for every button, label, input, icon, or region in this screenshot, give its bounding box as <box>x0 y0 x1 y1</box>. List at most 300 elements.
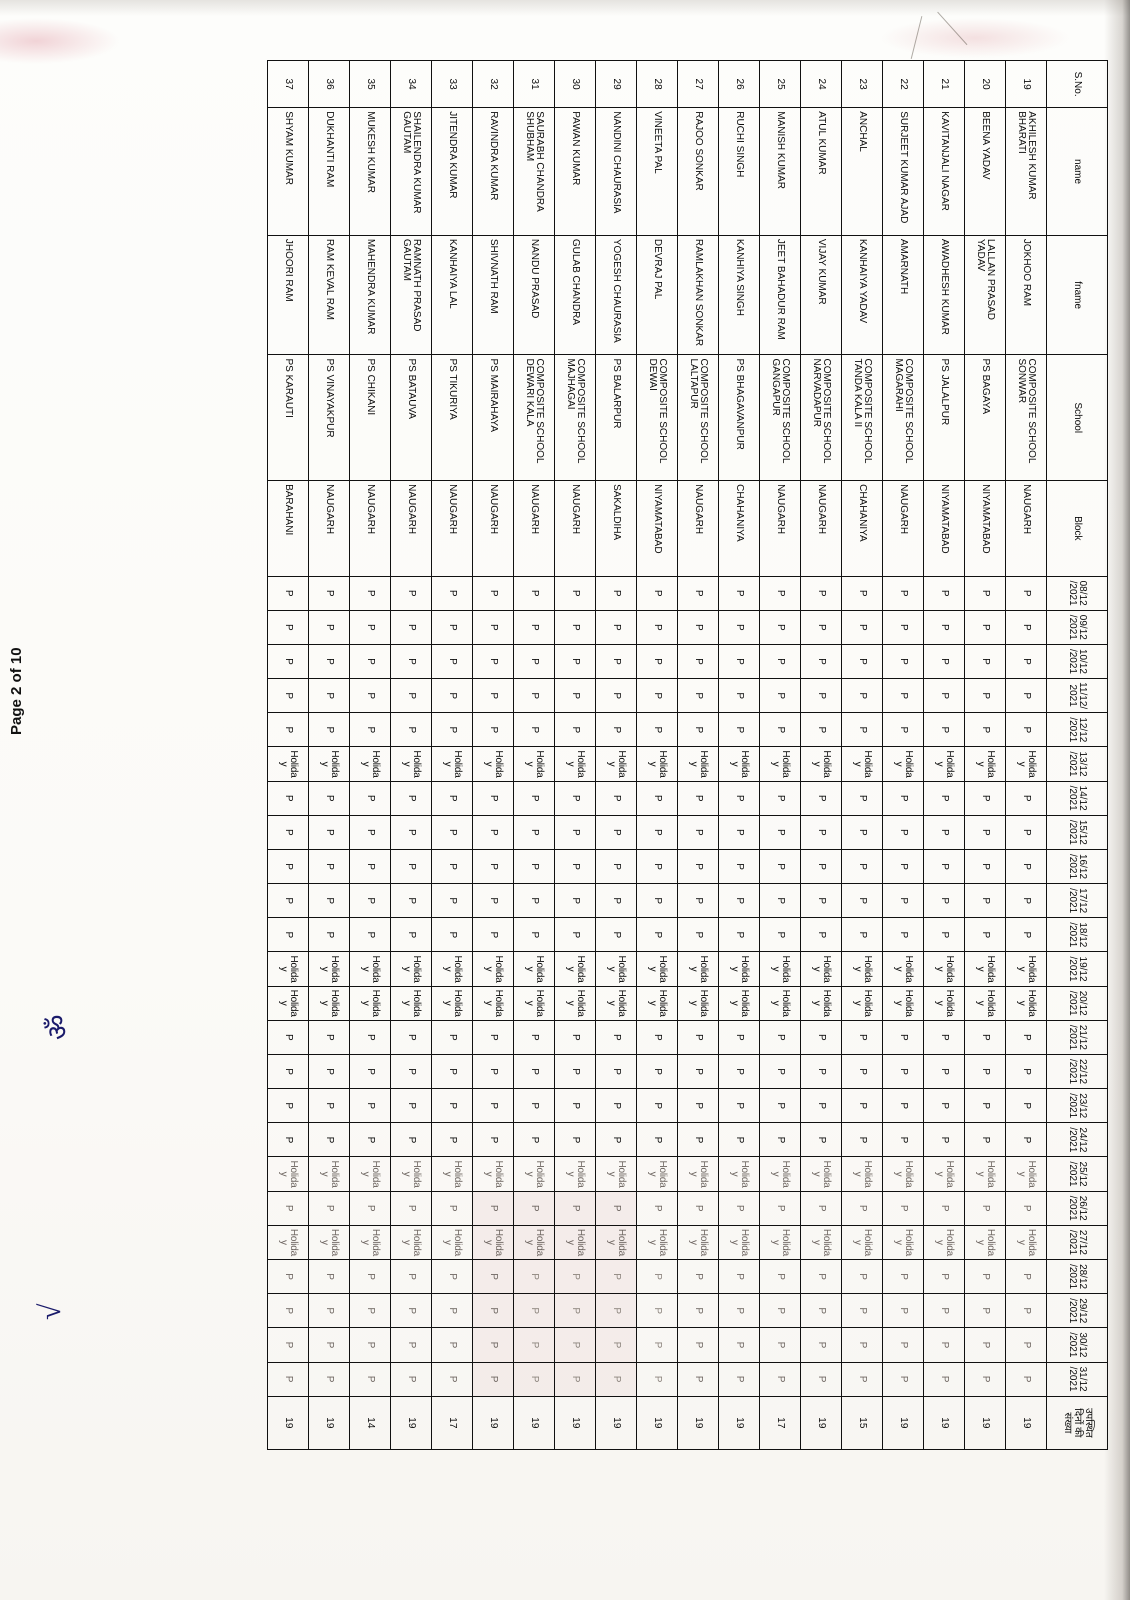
cell-total-days: 19 <box>514 1396 555 1449</box>
cell-attendance-2: P <box>637 610 678 644</box>
cell-attendance-13: Holiday <box>883 986 924 1020</box>
cell-name: SURJEET KUMAR AJAD <box>883 108 924 236</box>
cell-attendance-22: P <box>432 1294 473 1328</box>
cell-attendance-11: P <box>842 918 883 952</box>
table-row <box>309 61 350 1450</box>
cell-attendance-2: P <box>350 610 391 644</box>
cell-attendance-8: P <box>719 815 760 849</box>
cell-attendance-21: P <box>760 1260 801 1294</box>
cell-attendance-4: P <box>801 679 842 713</box>
cell-attendance-6: Holiday <box>924 747 965 781</box>
cell-attendance-20: Holiday <box>432 1225 473 1259</box>
cell-fname: RAMLAKHAN SONKAR <box>678 235 719 355</box>
cell-attendance-17: P <box>678 1123 719 1157</box>
cell-name: ANCHAL <box>842 108 883 236</box>
cell-fname: KANHIYA SINGH <box>719 235 760 355</box>
cell-attendance-22: P <box>842 1294 883 1328</box>
cell-attendance-9: P <box>514 849 555 883</box>
col-header-date-15: 22/12/2021 <box>1047 1054 1108 1088</box>
cell-attendance-4: P <box>268 679 309 713</box>
cell-block: NAUGARH <box>801 481 842 576</box>
cell-attendance-8: P <box>883 815 924 849</box>
cell-attendance-4: P <box>760 679 801 713</box>
cell-school: PS BAGAYA <box>965 355 1006 481</box>
page-footer-label: Page 2 of 10 <box>8 647 25 735</box>
cell-attendance-11: P <box>883 918 924 952</box>
cell-attendance-2: P <box>883 610 924 644</box>
cell-attendance-13: Holiday <box>719 986 760 1020</box>
cell-attendance-3: P <box>309 644 350 678</box>
cell-attendance-3: P <box>965 644 1006 678</box>
table-body <box>268 61 1047 1450</box>
cell-attendance-12: Holiday <box>309 952 350 986</box>
cell-attendance-1: P <box>965 576 1006 610</box>
cell-attendance-21: P <box>719 1260 760 1294</box>
cell-attendance-7: P <box>268 781 309 815</box>
cell-name: ATUL KUMAR <box>801 108 842 236</box>
cell-attendance-13: Holiday <box>965 986 1006 1020</box>
cell-attendance-10: P <box>924 884 965 918</box>
cell-attendance-4: P <box>965 679 1006 713</box>
cell-attendance-22: P <box>924 1294 965 1328</box>
cell-attendance-9: P <box>309 849 350 883</box>
cell-attendance-12: Holiday <box>555 952 596 986</box>
cell-attendance-6: Holiday <box>637 747 678 781</box>
cell-attendance-20: Holiday <box>842 1225 883 1259</box>
cell-attendance-14: P <box>842 1020 883 1054</box>
cell-school: PS BATAUVA <box>391 355 432 481</box>
cell-attendance-6: Holiday <box>678 747 719 781</box>
cell-attendance-22: P <box>555 1294 596 1328</box>
cell-attendance-17: P <box>391 1123 432 1157</box>
cell-attendance-18: Holiday <box>514 1157 555 1191</box>
cell-attendance-18: Holiday <box>555 1157 596 1191</box>
cell-attendance-24: P <box>473 1362 514 1396</box>
table-row <box>842 61 883 1450</box>
cell-attendance-15: P <box>678 1054 719 1088</box>
cell-attendance-1: P <box>268 576 309 610</box>
cell-name: PAWAN KUMAR <box>555 108 596 236</box>
cell-attendance-3: P <box>842 644 883 678</box>
cell-attendance-18: Holiday <box>309 1157 350 1191</box>
cell-attendance-3: P <box>350 644 391 678</box>
cell-fname: MAHENDRA KUMAR <box>350 235 391 355</box>
cell-attendance-21: P <box>268 1260 309 1294</box>
cell-attendance-15: P <box>883 1054 924 1088</box>
cell-attendance-22: P <box>391 1294 432 1328</box>
cell-block: NAUGARH <box>883 481 924 576</box>
cell-attendance-12: Holiday <box>719 952 760 986</box>
cell-attendance-10: P <box>1006 884 1047 918</box>
cell-attendance-17: P <box>924 1123 965 1157</box>
table-row <box>965 61 1006 1450</box>
table-row <box>514 61 555 1450</box>
col-header-date-6: 13/12/2021 <box>1047 747 1108 781</box>
cell-attendance-8: P <box>309 815 350 849</box>
col-header-school: School <box>1047 355 1108 481</box>
cell-attendance-9: P <box>596 849 637 883</box>
cell-attendance-11: P <box>596 918 637 952</box>
cell-attendance-22: P <box>637 1294 678 1328</box>
col-header-date-9: 16/12/2021 <box>1047 849 1108 883</box>
cell-attendance-6: Holiday <box>350 747 391 781</box>
cell-attendance-11: P <box>678 918 719 952</box>
cell-sno: 29 <box>596 61 637 108</box>
cell-attendance-8: P <box>555 815 596 849</box>
table-row <box>883 61 924 1450</box>
cell-attendance-24: P <box>719 1362 760 1396</box>
cell-attendance-8: P <box>760 815 801 849</box>
cell-fname: JOKHOO RAM <box>1006 235 1047 355</box>
cell-school: COMPOSITE SCHOOL DEWAI <box>637 355 678 481</box>
cell-name: KAVITANJALI NAGAR <box>924 108 965 236</box>
cell-attendance-7: P <box>391 781 432 815</box>
cell-block: NAUGARH <box>555 481 596 576</box>
cell-attendance-13: Holiday <box>391 986 432 1020</box>
cell-attendance-14: P <box>924 1020 965 1054</box>
cell-attendance-16: P <box>350 1089 391 1123</box>
cell-attendance-10: P <box>637 884 678 918</box>
cell-attendance-8: P <box>637 815 678 849</box>
cell-attendance-10: P <box>801 884 842 918</box>
cell-attendance-21: P <box>391 1260 432 1294</box>
cell-attendance-18: Holiday <box>801 1157 842 1191</box>
cell-attendance-14: P <box>473 1020 514 1054</box>
cell-attendance-11: P <box>514 918 555 952</box>
col-header-date-19: 26/12/2021 <box>1047 1191 1108 1225</box>
cell-attendance-2: P <box>473 610 514 644</box>
cell-attendance-20: Holiday <box>473 1225 514 1259</box>
cell-attendance-20: Holiday <box>760 1225 801 1259</box>
cell-attendance-10: P <box>965 884 1006 918</box>
cell-attendance-19: P <box>678 1191 719 1225</box>
table-row <box>1006 61 1047 1450</box>
col-header-date-24: 31/12/2021 <box>1047 1362 1108 1396</box>
cell-attendance-20: Holiday <box>350 1225 391 1259</box>
cell-attendance-24: P <box>883 1362 924 1396</box>
cell-attendance-22: P <box>801 1294 842 1328</box>
table-row <box>268 61 309 1450</box>
cell-attendance-12: Holiday <box>883 952 924 986</box>
cell-attendance-8: P <box>473 815 514 849</box>
cell-block: NAUGARH <box>432 481 473 576</box>
cell-attendance-1: P <box>678 576 719 610</box>
cell-attendance-1: P <box>350 576 391 610</box>
cell-attendance-4: P <box>350 679 391 713</box>
cell-fname: AMARNATH <box>883 235 924 355</box>
cell-attendance-23: P <box>432 1328 473 1362</box>
col-header-date-2: 09/12/2021 <box>1047 610 1108 644</box>
cell-attendance-13: Holiday <box>924 986 965 1020</box>
cell-attendance-16: P <box>1006 1089 1047 1123</box>
cell-attendance-1: P <box>924 576 965 610</box>
cell-attendance-21: P <box>514 1260 555 1294</box>
table-row <box>596 61 637 1450</box>
cell-attendance-12: Holiday <box>514 952 555 986</box>
cell-attendance-23: P <box>760 1328 801 1362</box>
cell-name: MANISH KUMAR <box>760 108 801 236</box>
cell-attendance-14: P <box>760 1020 801 1054</box>
table-row <box>924 61 965 1450</box>
cell-attendance-16: P <box>760 1089 801 1123</box>
cell-attendance-1: P <box>596 576 637 610</box>
cell-attendance-4: P <box>637 679 678 713</box>
cell-attendance-17: P <box>350 1123 391 1157</box>
cell-attendance-12: Holiday <box>432 952 473 986</box>
cell-attendance-21: P <box>350 1260 391 1294</box>
cell-sno: 31 <box>514 61 555 108</box>
cell-attendance-16: P <box>801 1089 842 1123</box>
cell-attendance-8: P <box>391 815 432 849</box>
cell-sno: 28 <box>637 61 678 108</box>
cell-attendance-11: P <box>268 918 309 952</box>
cell-attendance-12: Holiday <box>965 952 1006 986</box>
cell-attendance-12: Holiday <box>1006 952 1047 986</box>
cell-fname: GULAB CHANDRA <box>555 235 596 355</box>
cell-attendance-5: P <box>596 713 637 747</box>
cell-attendance-9: P <box>719 849 760 883</box>
cell-attendance-2: P <box>514 610 555 644</box>
cell-attendance-2: P <box>432 610 473 644</box>
cell-attendance-9: P <box>637 849 678 883</box>
cell-school: PS BHAGAVANPUR <box>719 355 760 481</box>
cell-attendance-24: P <box>555 1362 596 1396</box>
attendance-table <box>267 60 1108 1450</box>
cell-attendance-14: P <box>268 1020 309 1054</box>
cell-total-days: 19 <box>555 1396 596 1449</box>
cell-attendance-24: P <box>842 1362 883 1396</box>
col-header-date-4: 11/12/2021 <box>1047 679 1108 713</box>
cell-attendance-5: P <box>637 713 678 747</box>
cell-attendance-19: P <box>637 1191 678 1225</box>
cell-attendance-6: Holiday <box>555 747 596 781</box>
cell-attendance-11: P <box>760 918 801 952</box>
cell-attendance-10: P <box>391 884 432 918</box>
cell-attendance-9: P <box>350 849 391 883</box>
cell-attendance-20: Holiday <box>309 1225 350 1259</box>
cell-attendance-16: P <box>637 1089 678 1123</box>
cell-attendance-19: P <box>924 1191 965 1225</box>
cell-attendance-8: P <box>514 815 555 849</box>
col-header-date-16: 23/12/2021 <box>1047 1089 1108 1123</box>
col-header-total: उपस्थित दिनों की संख्या <box>1047 1396 1108 1449</box>
table-row <box>637 61 678 1450</box>
cell-attendance-4: P <box>842 679 883 713</box>
cell-attendance-16: P <box>924 1089 965 1123</box>
cell-attendance-19: P <box>842 1191 883 1225</box>
cell-attendance-4: P <box>391 679 432 713</box>
cell-attendance-23: P <box>350 1328 391 1362</box>
table-header <box>1047 61 1108 1450</box>
cell-attendance-21: P <box>678 1260 719 1294</box>
cell-attendance-5: P <box>965 713 1006 747</box>
cell-attendance-9: P <box>883 849 924 883</box>
cell-attendance-10: P <box>760 884 801 918</box>
cell-fname: YOGESH CHAURASIA <box>596 235 637 355</box>
cell-attendance-19: P <box>555 1191 596 1225</box>
col-header-date-5: 12/12/2021 <box>1047 713 1108 747</box>
cell-total-days: 19 <box>1006 1396 1047 1449</box>
cell-attendance-4: P <box>883 679 924 713</box>
cell-attendance-18: Holiday <box>473 1157 514 1191</box>
cell-attendance-18: Holiday <box>719 1157 760 1191</box>
cell-attendance-15: P <box>514 1054 555 1088</box>
cell-attendance-14: P <box>350 1020 391 1054</box>
cell-attendance-19: P <box>514 1191 555 1225</box>
cell-attendance-1: P <box>1006 576 1047 610</box>
cell-attendance-5: P <box>1006 713 1047 747</box>
cell-attendance-5: P <box>514 713 555 747</box>
cell-attendance-14: P <box>1006 1020 1047 1054</box>
cell-attendance-8: P <box>350 815 391 849</box>
cell-attendance-7: P <box>842 781 883 815</box>
cell-total-days: 17 <box>760 1396 801 1449</box>
cell-total-days: 19 <box>391 1396 432 1449</box>
cell-attendance-16: P <box>514 1089 555 1123</box>
cell-attendance-17: P <box>473 1123 514 1157</box>
col-header-date-20: 27/12/2021 <box>1047 1225 1108 1259</box>
cell-attendance-11: P <box>924 918 965 952</box>
cell-block: NAUGARH <box>514 481 555 576</box>
cell-attendance-1: P <box>842 576 883 610</box>
cell-attendance-5: P <box>309 713 350 747</box>
cell-attendance-11: P <box>391 918 432 952</box>
cell-attendance-17: P <box>432 1123 473 1157</box>
cell-attendance-17: P <box>801 1123 842 1157</box>
cell-attendance-3: P <box>1006 644 1047 678</box>
cell-attendance-5: P <box>760 713 801 747</box>
cell-attendance-21: P <box>801 1260 842 1294</box>
cell-attendance-23: P <box>924 1328 965 1362</box>
cell-attendance-22: P <box>1006 1294 1047 1328</box>
cell-block: NAUGARH <box>1006 481 1047 576</box>
cell-attendance-20: Holiday <box>883 1225 924 1259</box>
cell-attendance-10: P <box>514 884 555 918</box>
cell-attendance-6: Holiday <box>473 747 514 781</box>
cell-sno: 22 <box>883 61 924 108</box>
cell-attendance-24: P <box>391 1362 432 1396</box>
cell-school: PS KARAUTI <box>268 355 309 481</box>
cell-school: PS MAIRAHAYA <box>473 355 514 481</box>
cell-attendance-12: Holiday <box>842 952 883 986</box>
col-header-date-22: 29/12/2021 <box>1047 1294 1108 1328</box>
cell-total-days: 19 <box>473 1396 514 1449</box>
cell-attendance-7: P <box>965 781 1006 815</box>
cell-attendance-15: P <box>801 1054 842 1088</box>
cell-attendance-20: Holiday <box>268 1225 309 1259</box>
cell-attendance-22: P <box>760 1294 801 1328</box>
cell-attendance-24: P <box>268 1362 309 1396</box>
cell-attendance-15: P <box>924 1054 965 1088</box>
cell-attendance-22: P <box>965 1294 1006 1328</box>
cell-attendance-6: Holiday <box>596 747 637 781</box>
cell-total-days: 19 <box>883 1396 924 1449</box>
cell-attendance-15: P <box>432 1054 473 1088</box>
cell-attendance-11: P <box>432 918 473 952</box>
cell-name: RUCHI SINGH <box>719 108 760 236</box>
cell-sno: 25 <box>760 61 801 108</box>
cell-sno: 23 <box>842 61 883 108</box>
cell-attendance-4: P <box>432 679 473 713</box>
cell-school: PS JALALPUR <box>924 355 965 481</box>
cell-attendance-18: Holiday <box>760 1157 801 1191</box>
cell-attendance-13: Holiday <box>268 986 309 1020</box>
cell-attendance-5: P <box>924 713 965 747</box>
cell-attendance-11: P <box>965 918 1006 952</box>
cell-attendance-16: P <box>842 1089 883 1123</box>
cell-fname: RAM KEVAL RAM <box>309 235 350 355</box>
col-header-date-8: 15/12/2021 <box>1047 815 1108 849</box>
cell-block: NAUGARH <box>350 481 391 576</box>
cell-attendance-10: P <box>678 884 719 918</box>
cell-attendance-19: P <box>350 1191 391 1225</box>
cell-attendance-4: P <box>555 679 596 713</box>
cell-attendance-12: Holiday <box>473 952 514 986</box>
col-header-date-18: 25/12/2021 <box>1047 1157 1108 1191</box>
cell-attendance-15: P <box>350 1054 391 1088</box>
cell-attendance-19: P <box>883 1191 924 1225</box>
cell-attendance-18: Holiday <box>965 1157 1006 1191</box>
cell-attendance-21: P <box>596 1260 637 1294</box>
cell-attendance-11: P <box>1006 918 1047 952</box>
cell-attendance-15: P <box>391 1054 432 1088</box>
cell-attendance-20: Holiday <box>678 1225 719 1259</box>
cell-attendance-7: P <box>801 781 842 815</box>
cell-attendance-20: Holiday <box>596 1225 637 1259</box>
cell-attendance-8: P <box>596 815 637 849</box>
cell-attendance-14: P <box>432 1020 473 1054</box>
cell-attendance-15: P <box>1006 1054 1047 1088</box>
cell-attendance-15: P <box>473 1054 514 1088</box>
cell-attendance-20: Holiday <box>965 1225 1006 1259</box>
cell-sno: 36 <box>309 61 350 108</box>
cell-attendance-9: P <box>268 849 309 883</box>
cell-attendance-23: P <box>883 1328 924 1362</box>
cell-attendance-13: Holiday <box>514 986 555 1020</box>
cell-school: COMPOSITE SCHOOL MAJHAGAI <box>555 355 596 481</box>
cell-attendance-15: P <box>965 1054 1006 1088</box>
cell-attendance-3: P <box>391 644 432 678</box>
cell-fname: LALLAN PRASAD YADAV <box>965 235 1006 355</box>
cell-attendance-15: P <box>309 1054 350 1088</box>
cell-attendance-24: P <box>678 1362 719 1396</box>
cell-attendance-18: Holiday <box>596 1157 637 1191</box>
cell-attendance-7: P <box>637 781 678 815</box>
cell-attendance-17: P <box>842 1123 883 1157</box>
cell-school: PS BALARPUR <box>596 355 637 481</box>
cell-attendance-19: P <box>719 1191 760 1225</box>
cell-attendance-22: P <box>719 1294 760 1328</box>
cell-attendance-18: Holiday <box>432 1157 473 1191</box>
cell-attendance-14: P <box>719 1020 760 1054</box>
cell-attendance-5: P <box>555 713 596 747</box>
cell-attendance-9: P <box>1006 849 1047 883</box>
cell-block: NIYAMATABAD <box>924 481 965 576</box>
cell-attendance-7: P <box>309 781 350 815</box>
cell-total-days: 19 <box>637 1396 678 1449</box>
cell-attendance-6: Holiday <box>801 747 842 781</box>
cell-attendance-4: P <box>924 679 965 713</box>
cell-attendance-12: Holiday <box>268 952 309 986</box>
cell-block: NAUGARH <box>473 481 514 576</box>
cell-total-days: 14 <box>350 1396 391 1449</box>
cell-attendance-4: P <box>473 679 514 713</box>
cell-name: SHAILENDRA KUMAR GAUTAM <box>391 108 432 236</box>
cell-attendance-9: P <box>760 849 801 883</box>
cell-attendance-24: P <box>924 1362 965 1396</box>
cell-attendance-11: P <box>801 918 842 952</box>
cell-sno: 26 <box>719 61 760 108</box>
